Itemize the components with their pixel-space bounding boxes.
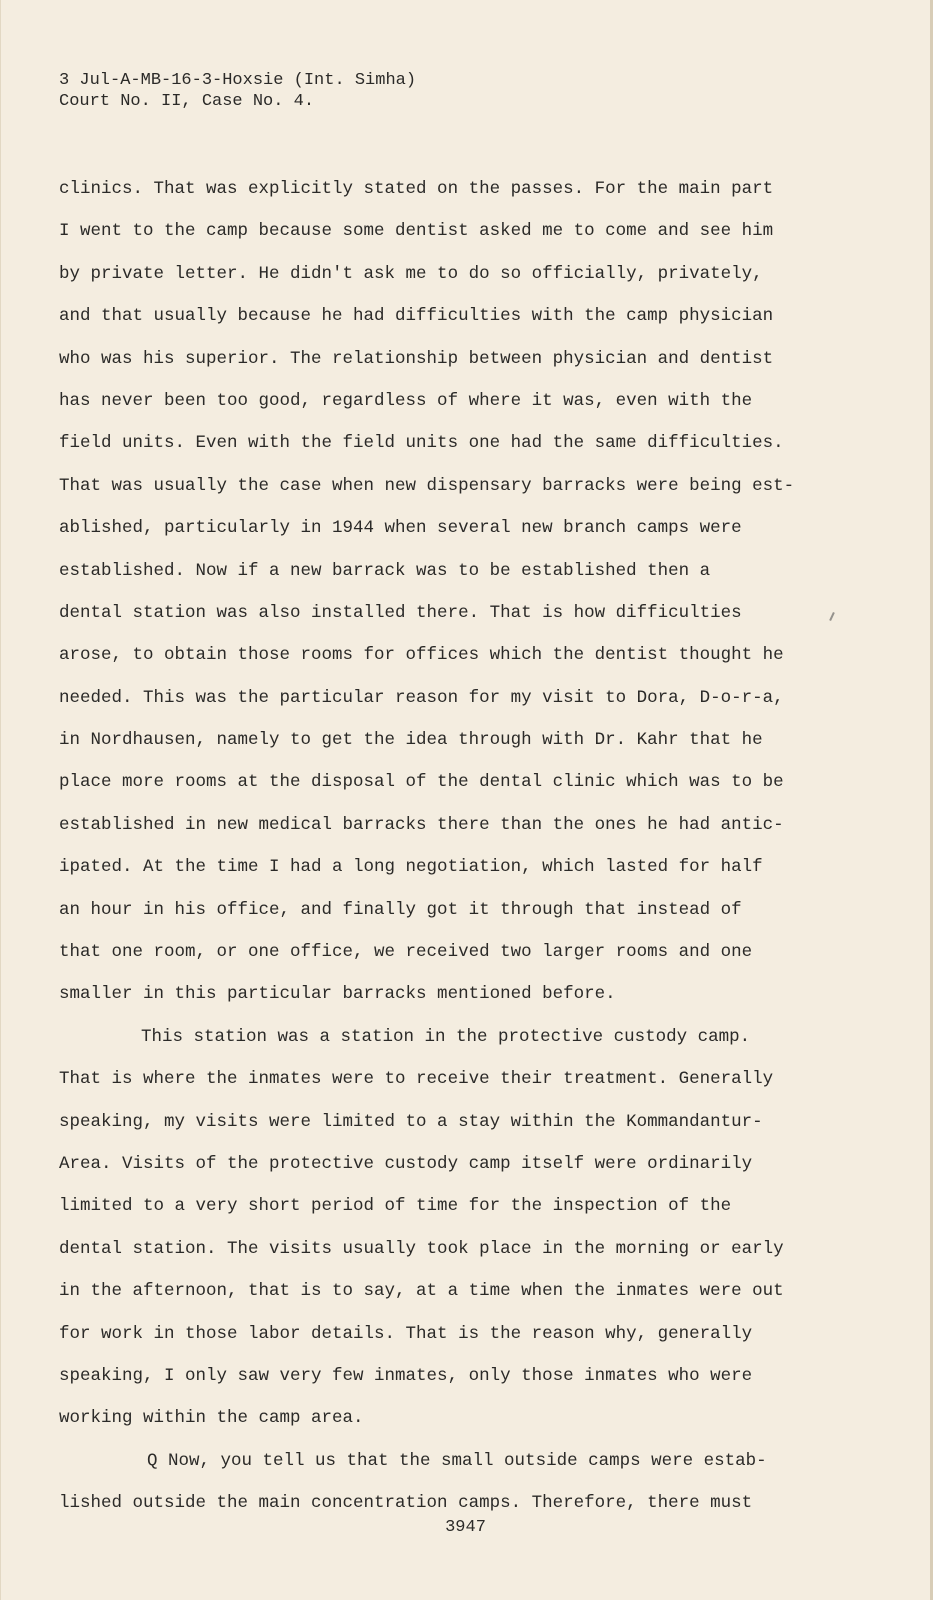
transcript-line: that one room, or one office, we received two larger rooms and one [59,942,753,963]
transcript-line: has never been too good, regardless of where it was, even with the [59,390,753,411]
transcript-line: dental station. The visits usually took place in the morning or early [59,1238,784,1259]
transcript-line: by private letter. He didn't ask me to do so officially, privately, [59,263,763,284]
transcript-line: for work in those labor details. That is the reason why, generally [59,1323,753,1344]
transcript-line: clinics. That was explicitly stated on the passes. For the main part [59,179,774,199]
transcript-line: and that usually because he had difficulties with the camp physician [59,306,774,327]
transcript-line: needed. This was the particular reason for my visit to Dora, D-o-r-a, [59,687,784,708]
transcript-line: arose, to obtain those rooms for offices which the dentist thought he [59,645,784,666]
transcript-line: field units. Even with the field units one had the same difficulties. [59,433,784,454]
transcript-line: speaking, my visits were limited to a stay within the Kommandantur- [59,1111,763,1132]
transcript-line: lished outside the main concentration camps. Therefore, there must [59,1493,753,1514]
transcript-line: in the afternoon, that is to say, at a time when the inmates were out [59,1281,784,1302]
transcript-line: ablished, particularly in 1944 when several new branch camps were [59,518,742,539]
transcript-line: working within the camp area. [59,1408,364,1429]
transcript-line: That is where the inmates were to receive their treatment. Generally [59,1069,774,1090]
transcript-line: ipated. At the time I had a long negotiation, which lasted for half [59,857,763,878]
transcript-line: dental station was also installed there. That is how difficulties [59,602,742,623]
header-line-reference: 3 Jul-A-MB-16-3-Hoxsie (Int. Simha) [59,71,417,90]
transcript-line: limited to a very short period of time for the inspection of the [59,1196,732,1217]
transcript-line: I went to the camp because some dentist asked me to come and see him [59,221,774,242]
transcript-line: speaking, I only saw very few inmates, only those inmates who were [59,1365,753,1386]
header-line-court: Court No. II, Case No. 4. [59,92,315,111]
transcript-line: smaller in this particular barracks mentioned before. [59,984,616,1005]
transcript-line: established in new medical barracks there than the ones he had antic- [59,814,784,835]
transcript-line: That was usually the case when new dispensary barracks were being est- [59,475,795,496]
transcript-line: established. Now if a new barrack was to be established then a [59,560,711,581]
question-start-line: Q Now, you tell us that the small outside camps were estab- [147,1450,767,1471]
transcript-line: in Nordhausen, namely to get the idea through with Dr. Kahr that he [59,730,763,751]
transcript-line: place more rooms at the disposal of the dental clinic which was to be [59,772,784,793]
transcript-line: an hour in his office, and finally got it through that instead of [59,899,742,920]
transcript-body [59,168,879,1525]
transcript-line: who was his superior. The relationship between physician and dentist [59,348,774,369]
page-number: 3947 [445,1518,486,1537]
document-header [59,70,416,112]
paragraph-start-line: This station was a station in the protective custody camp. [141,1026,751,1047]
transcript-line: Area. Visits of the protective custody camp itself were ordinarily [59,1153,753,1174]
